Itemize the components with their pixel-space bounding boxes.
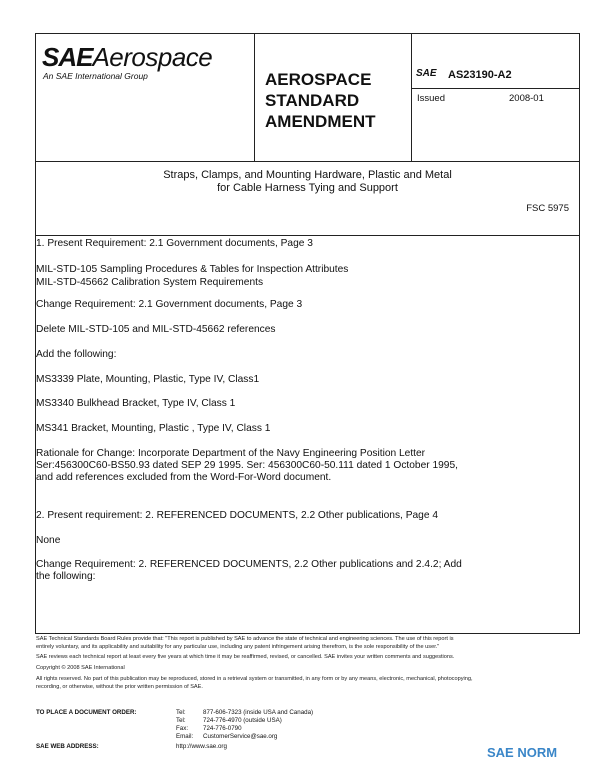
title-line-1: AEROSPACE (265, 70, 372, 89)
sae-mini-logo: SAE (416, 68, 437, 79)
para-present-requirement-2: 2. Present requirement: 2. REFERENCED DOCUMENTS, 2.2 Other publications, Page 4 (36, 510, 438, 521)
fax-label: Fax: (176, 725, 189, 732)
fax-number: 724-776-0790 (203, 725, 242, 732)
para-delete-references: Delete MIL-STD-105 and MIL-STD-45662 references (36, 324, 276, 335)
para-add-following: Add the following: (36, 349, 117, 360)
para-rationale-line-1: Rationale for Change: Incorporate Department of the Navy Engineering Position Letter (36, 448, 426, 459)
document-number: AS23190-A2 (448, 69, 512, 81)
logo-word: Aerospace (92, 42, 213, 72)
footer-rights-line-1: All rights reserved. No part of this publication may be reproduced, stored in a retrieval system or transmitted, in any form or by any means, electronic, mechanical, photocopying, (36, 676, 473, 682)
email-address[interactable]: CustomerService@sae.org (203, 733, 278, 740)
footer-review-notice: SAE reviews each technical report at least every five years at which time it may be reaffirmed, revised, or cancelled. SAE invites your written comments and suggestions. (36, 654, 455, 660)
order-label: TO PLACE A DOCUMENT ORDER: (36, 709, 137, 716)
fsc-code: FSC 5975 (526, 203, 569, 214)
logo-subtitle: An SAE International Group (43, 71, 148, 81)
para-change-requirement-2-line-2: the following: (36, 571, 96, 582)
para-ms3340: MS3340 Bulkhead Bracket, Type IV, Class 1 (36, 398, 236, 409)
para-rationale-line-3: and add references excluded from the Word-For-Word document. (36, 472, 332, 483)
issued-date: 2008-01 (509, 93, 544, 104)
title-line-2: STANDARD (265, 91, 360, 110)
footer-rules-line-2: entirely voluntary, and its applicability and suitability for any particular use, including any patent infringement arising therefrom, is the sole responsibility of the user." (36, 644, 440, 650)
para-change-requirement-1: Change Requirement: 2.1 Government documents, Page 3 (36, 299, 303, 310)
tel-label-1: Tel: (176, 709, 186, 716)
tel-1: 877-606-7323 (inside USA and Canada) (203, 709, 314, 716)
title-line-3: AMENDMENT (265, 112, 376, 131)
para-ms3339: MS3339 Plate, Mounting, Plastic, Type IV, Class1 (36, 374, 260, 385)
email-label: Email: (176, 733, 194, 740)
para-none: None (36, 535, 61, 546)
subject-line-2: for Cable Harness Tying and Support (217, 182, 398, 194)
web-label: SAE WEB ADDRESS: (36, 743, 99, 750)
web-address[interactable]: http://www.sae.org (176, 743, 227, 750)
logo-cell (36, 34, 255, 161)
header-band (36, 34, 579, 162)
para-change-requirement-2-line-1: Change Requirement: 2. REFERENCED DOCUMENTS, 2.2 Other publications and 2.4.2; Add (36, 559, 462, 570)
document-number-row (412, 64, 579, 89)
watermark-text: SAE NORM (487, 745, 558, 760)
subject-line-1: Straps, Clamps, and Mounting Hardware, Plastic and Metal (163, 169, 452, 181)
footer-copyright: Copyright © 2008 SAE International (36, 665, 125, 671)
issued-label: Issued (417, 93, 445, 104)
document-type-title (265, 69, 376, 132)
document-id-cell (412, 34, 579, 161)
logo-brand: SAE (42, 42, 93, 72)
para-present-requirement-1: 1. Present Requirement: 2.1 Government documents, Page 3 (36, 238, 313, 249)
footer-rules-line-1: SAE Technical Standards Board Rules provide that: "This report is published by SAE to advance the state of technical and engineering sciences. The use of this report is (36, 636, 454, 642)
para-mil-std-105: MIL-STD-105 Sampling Procedures & Tables for Inspection Attributes (36, 264, 349, 275)
footer-rights-line-2: recording, or otherwise, without the prior written permission of SAE. (36, 684, 203, 690)
subject-band (36, 161, 579, 236)
sae-norm-watermark (484, 744, 557, 762)
para-rationale-line-2: Ser:456300C60-BS50.93 dated SEP 29 1995. Ser: 456300C60-50.111 dated 1 October 1995, (36, 460, 458, 471)
title-cell (255, 34, 412, 161)
sae-aerospace-logo (42, 42, 212, 73)
para-mil-std-45662: MIL-STD-45662 Calibration System Requirements (36, 277, 264, 288)
tel-2: 724-776-4970 (outside USA) (203, 717, 282, 724)
para-ms341: MS341 Bracket, Mounting, Plastic , Type IV, Class 1 (36, 423, 271, 434)
tel-label-2: Tel: (176, 717, 186, 724)
